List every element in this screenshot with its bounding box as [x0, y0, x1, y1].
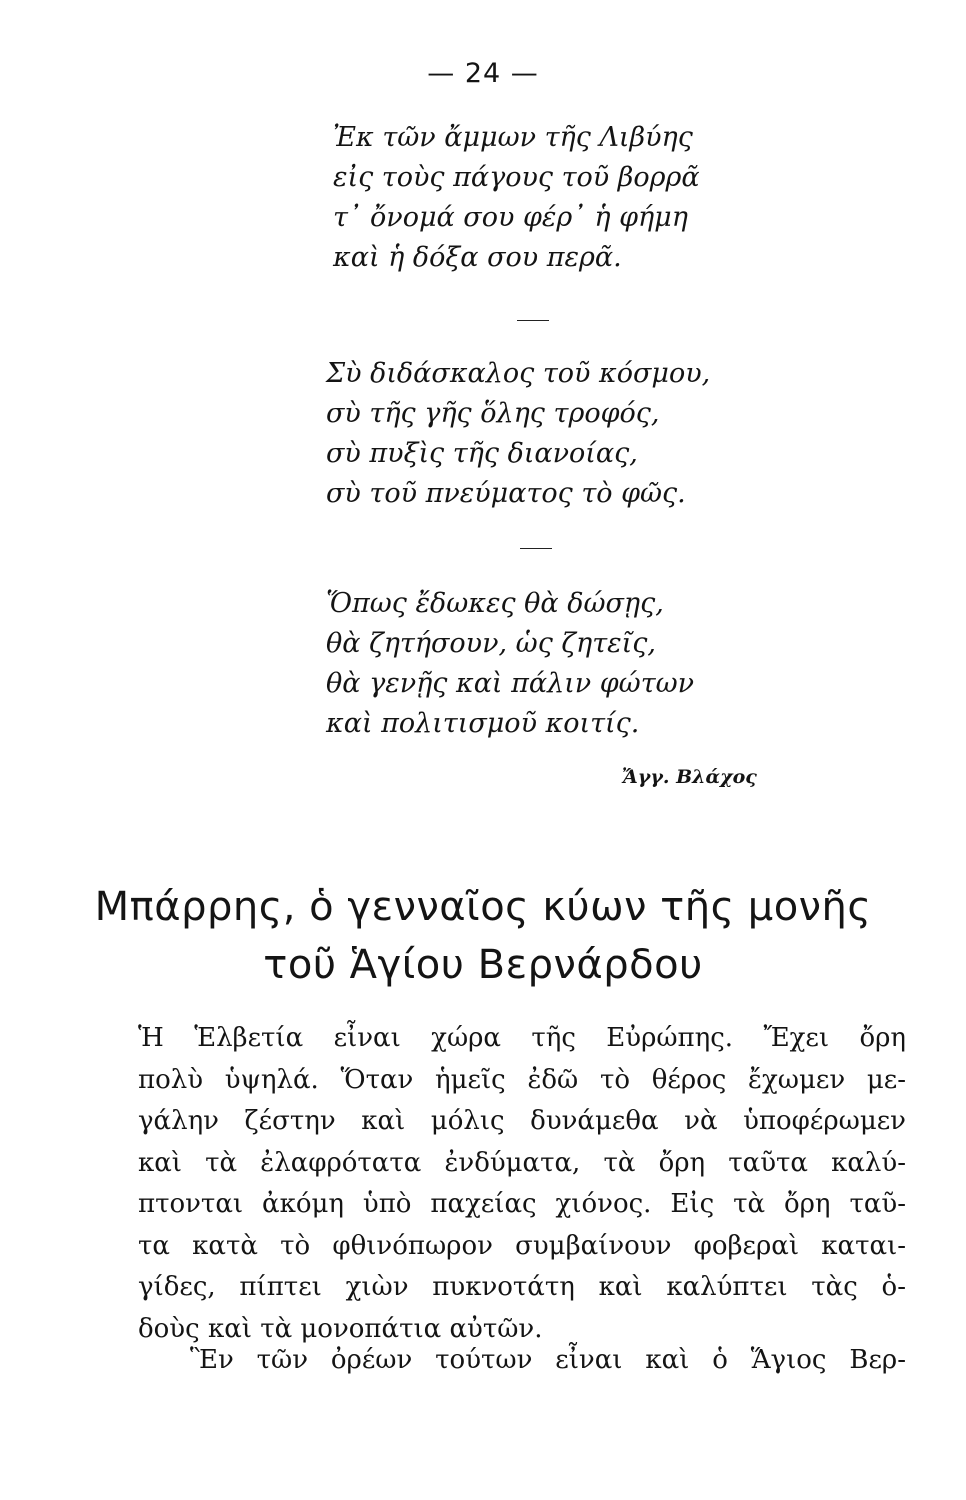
- poem-line: σὺ τῆς γῆς ὅλης τροφός,: [326, 398, 660, 429]
- poem-line: θὰ ζητήσουν, ὡς ζητεῖς,: [326, 628, 656, 659]
- poem-line: Ὅπως ἔδωκες θὰ δώσῃς,: [326, 588, 664, 619]
- prose-line: Ἡ Ἑλβετία εἶναι χώρα τῆς Εὐρώπης. Ἔχει ὄρη: [138, 1023, 906, 1053]
- poem-stanza-1: [333, 118, 700, 278]
- poem-line: Σὺ διδάσκαλος τοῦ κόσμου,: [326, 358, 711, 389]
- prose-line: Ἓν τῶν ὀρέων τούτων εἶναι καὶ ὁ Ἅγιος Βερ-: [190, 1345, 906, 1375]
- poem-line: σὺ τοῦ πνεύματος τὸ φῶς.: [326, 478, 686, 509]
- prose-line: γάλην ζέστην καὶ μόλις δυνάμεθα νὰ ὑποφέρωμεν: [138, 1106, 906, 1136]
- prose-paragraph-1: [138, 1018, 906, 1350]
- prose-line: καὶ τὰ ἐλαφρότατα ἐνδύματα, τὰ ὄρη ταῦτα καλύ-: [138, 1147, 906, 1178]
- poem-stanza-3: [326, 584, 694, 744]
- poem-line: τ᾽ ὄνομά σου φέρ᾽ ἡ φήμη: [333, 202, 688, 233]
- page-number: — 24 —: [427, 58, 539, 89]
- poem-line: θὰ γενῇς καὶ πάλιν φώτων: [326, 668, 695, 699]
- prose-line: πτονται ἀκόμη ὑπὸ παχείας χιόνος. Εἰς τὰ ὄρη ταῦ-: [138, 1189, 906, 1219]
- prose-line: γίδες, πίπτει χιὼν πυκνοτάτη καὶ καλύπτει τὰς ὁ-: [138, 1272, 906, 1302]
- prose-line: τα κατὰ τὸ φθινόπωρον συμβαίνουν φοβεραὶ καται-: [138, 1230, 906, 1261]
- poem-line: Ἐκ τῶν ἄμμων τῆς Λιβύης: [333, 122, 693, 153]
- chapter-title-line-2: τοῦ Ἁγίου Βερνάρδου: [263, 942, 703, 988]
- poem-line: σὺ πυξὶς τῆς διανοίας,: [326, 438, 638, 469]
- poem-line: καὶ ἡ δόξα σου περᾶ.: [333, 242, 622, 273]
- stanza-divider: [520, 548, 552, 549]
- poem-author: Ἄγγ. Βλάχος: [622, 766, 757, 788]
- prose-line: δοὺς καὶ τὰ μονοπάτια αὐτῶν.: [138, 1313, 543, 1344]
- poem-line: καὶ πολιτισμοῦ κοιτίς.: [326, 708, 640, 739]
- stanza-divider: [517, 320, 549, 321]
- poem-line: εἰς τοὺς πάγους τοῦ βορρᾶ: [333, 162, 700, 193]
- prose-line: πολὺ ὑψηλά. Ὅταν ἡμεῖς ἐδῶ τὸ θέρος ἔχωμεν με-: [138, 1064, 906, 1095]
- chapter-title-line-1: Μπάρρης, ὁ γενναῖος κύων τῆς μονῆς: [94, 884, 872, 930]
- poem-stanza-2: [326, 354, 710, 514]
- prose-paragraph-2: [138, 1340, 906, 1382]
